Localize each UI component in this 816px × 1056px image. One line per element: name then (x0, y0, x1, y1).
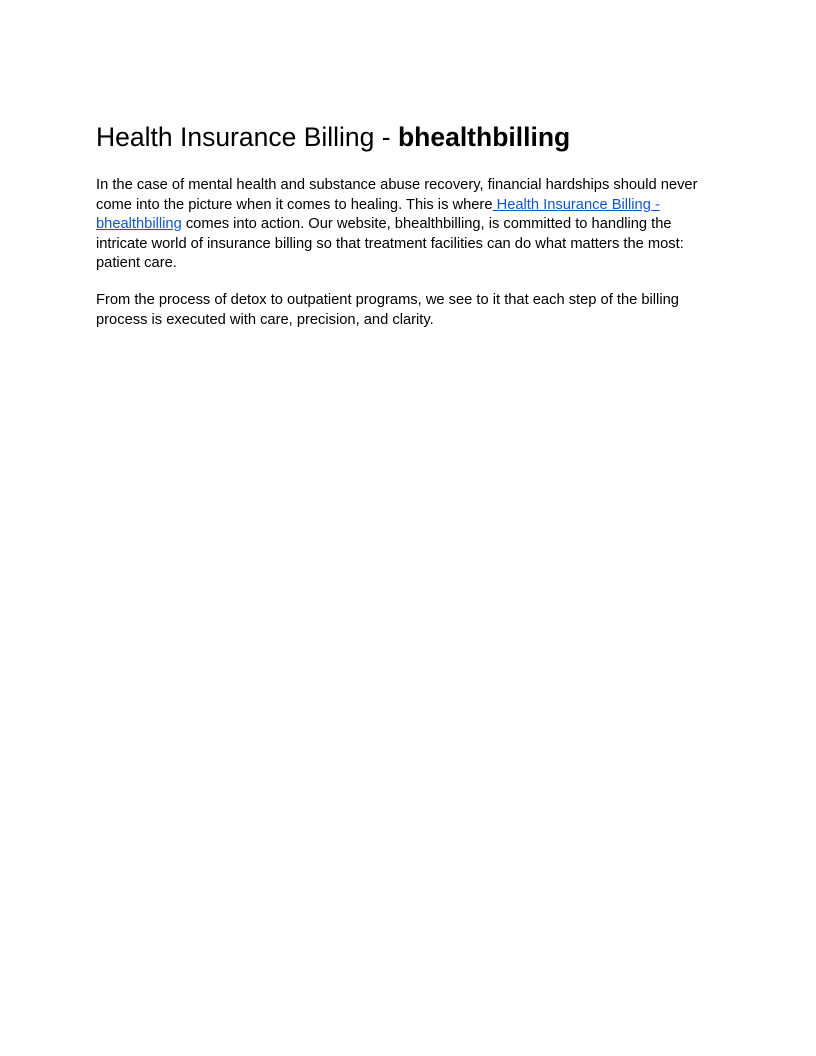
title-regular: Health Insurance Billing - (96, 122, 398, 152)
document-title (96, 122, 570, 153)
intro-text-before: In the case of mental health and substance abuse recovery, financial hardships should never come into the picture when it comes to healing. This is where (96, 177, 698, 213)
title-bold: bhealthbilling (397, 122, 571, 152)
process-paragraph: From the process of detox to outpatient programs, we see to it that each step of the billing process is executed with care, precision, and clarity. (96, 292, 679, 328)
intro-text-after: comes into action. Our website, bhealthbilling, is committed to handling the intricate world of insurance billing so that treatment facilities can do what matters the most: patient care. (96, 216, 684, 272)
health-insurance-billing-link[interactable]: Health Insurance Billing - bhealthbilling (96, 196, 660, 233)
intro-paragraph (96, 176, 736, 274)
